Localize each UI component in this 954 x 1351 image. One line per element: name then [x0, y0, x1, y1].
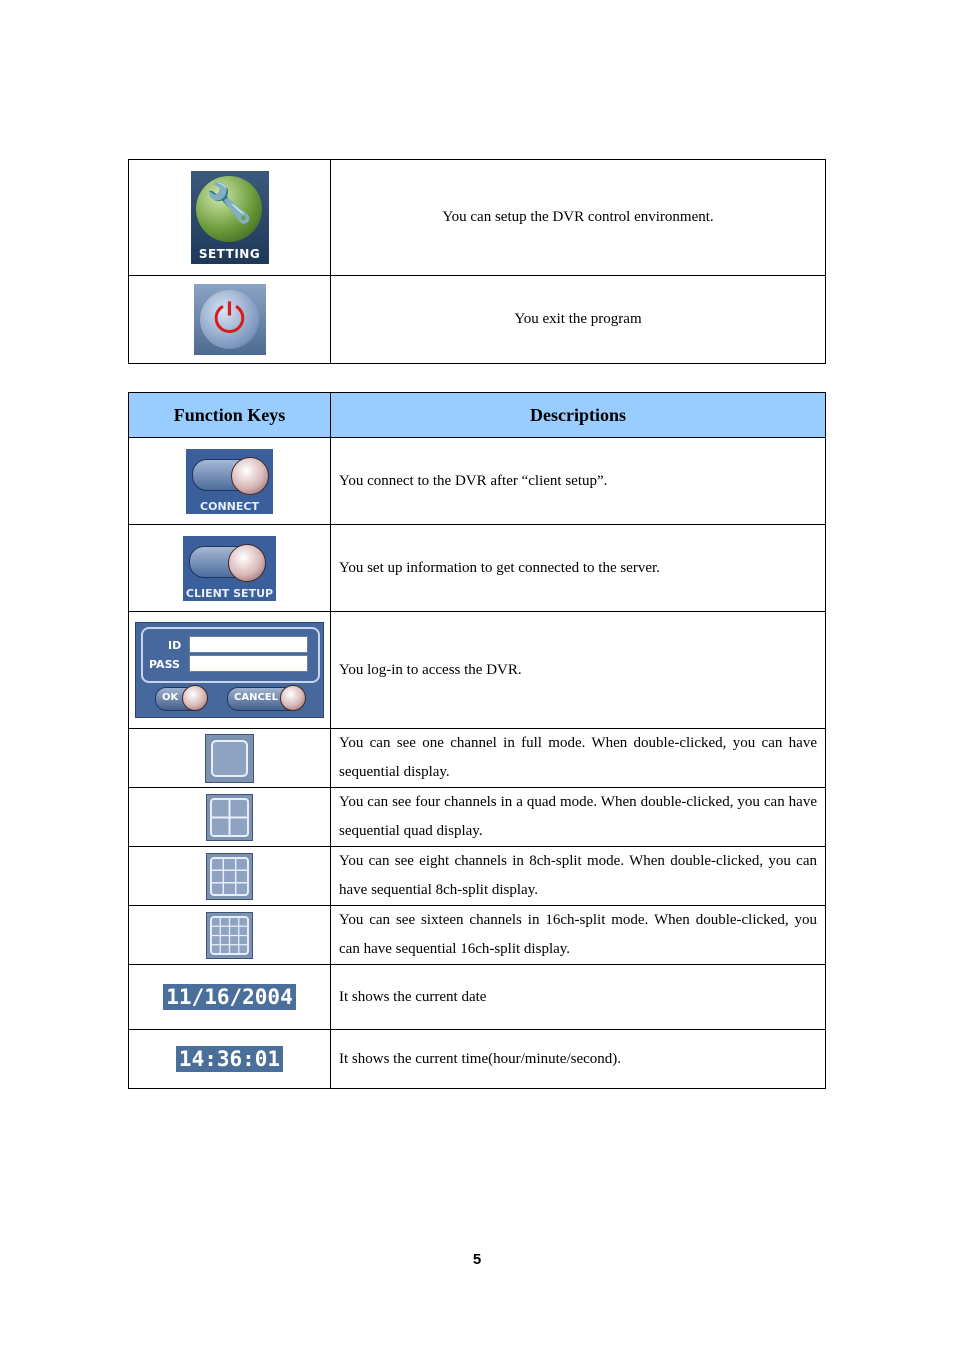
- table-row: [129, 160, 826, 276]
- quad-split-icon: [206, 794, 253, 841]
- description-cell: You can see four channels in a quad mode. When double-clicked, you can have sequential quad display.: [331, 788, 826, 847]
- client-setup-icon: CLIENT SETUP: [183, 536, 276, 601]
- icon-cell: [129, 612, 331, 729]
- table-row: [129, 525, 826, 612]
- page-number: 5: [472, 1251, 482, 1268]
- pass-field: [189, 655, 308, 672]
- power-icon: ⏻: [194, 284, 266, 355]
- description-cell: You can see sixteen channels in 16ch-split mode. When double-clicked, you can have sequential 16ch-split display.: [331, 906, 826, 965]
- date-display: 11/16/2004: [163, 984, 295, 1010]
- pass-label: PASS: [149, 658, 180, 671]
- icon-cell: [129, 729, 331, 788]
- icon-cell: [129, 160, 331, 276]
- header-function-keys: Function Keys: [129, 393, 331, 438]
- time-display: 14:36:01: [176, 1046, 283, 1072]
- table-row: [129, 847, 826, 906]
- description-cell: You connect to the DVR after “client setup”.: [331, 438, 826, 525]
- icon-cell: [129, 1030, 331, 1089]
- description-cell: You exit the program: [331, 276, 826, 364]
- id-field: [189, 636, 308, 653]
- description-cell: You can setup the DVR control environment.: [331, 160, 826, 276]
- description-cell: It shows the current time(hour/minute/second).: [331, 1030, 826, 1089]
- login-panel-icon: [135, 622, 324, 718]
- full-screen-icon: [205, 734, 254, 783]
- icon-description-table: [128, 159, 826, 364]
- description-cell: You can see one channel in full mode. When double-clicked, you can have sequential display.: [331, 729, 826, 788]
- icon-cell: [129, 276, 331, 364]
- table-row: [129, 729, 826, 788]
- icon-cell: [129, 906, 331, 965]
- id-label: ID: [168, 639, 182, 652]
- table-row: [129, 965, 826, 1030]
- table-row: [129, 276, 826, 364]
- icon-cell: [129, 438, 331, 525]
- header-descriptions: Descriptions: [331, 393, 826, 438]
- connect-icon: CONNECT: [186, 449, 273, 514]
- setting-icon: 🔧 SETTING: [191, 171, 269, 264]
- cancel-button-image: CANCEL: [227, 687, 303, 711]
- table-row: [129, 612, 826, 729]
- icon-cell: [129, 525, 331, 612]
- eight-split-icon: [206, 853, 253, 900]
- description-cell: You log-in to access the DVR.: [331, 612, 826, 729]
- icon-cell: [129, 965, 331, 1030]
- table-header-row: [129, 393, 826, 438]
- table-row: [129, 906, 826, 965]
- icon-cell: [129, 847, 331, 906]
- description-cell: You set up information to get connected to the server.: [331, 525, 826, 612]
- description-cell: You can see eight channels in 8ch-split mode. When double-clicked, you can have sequential 8ch-split display.: [331, 847, 826, 906]
- sixteen-split-icon: [206, 912, 253, 959]
- function-keys-table: [128, 392, 826, 1089]
- description-cell: It shows the current date: [331, 965, 826, 1030]
- table-row: [129, 1030, 826, 1089]
- table-row: [129, 438, 826, 525]
- icon-cell: [129, 788, 331, 847]
- table-row: [129, 788, 826, 847]
- ok-button-image: OK: [155, 687, 203, 711]
